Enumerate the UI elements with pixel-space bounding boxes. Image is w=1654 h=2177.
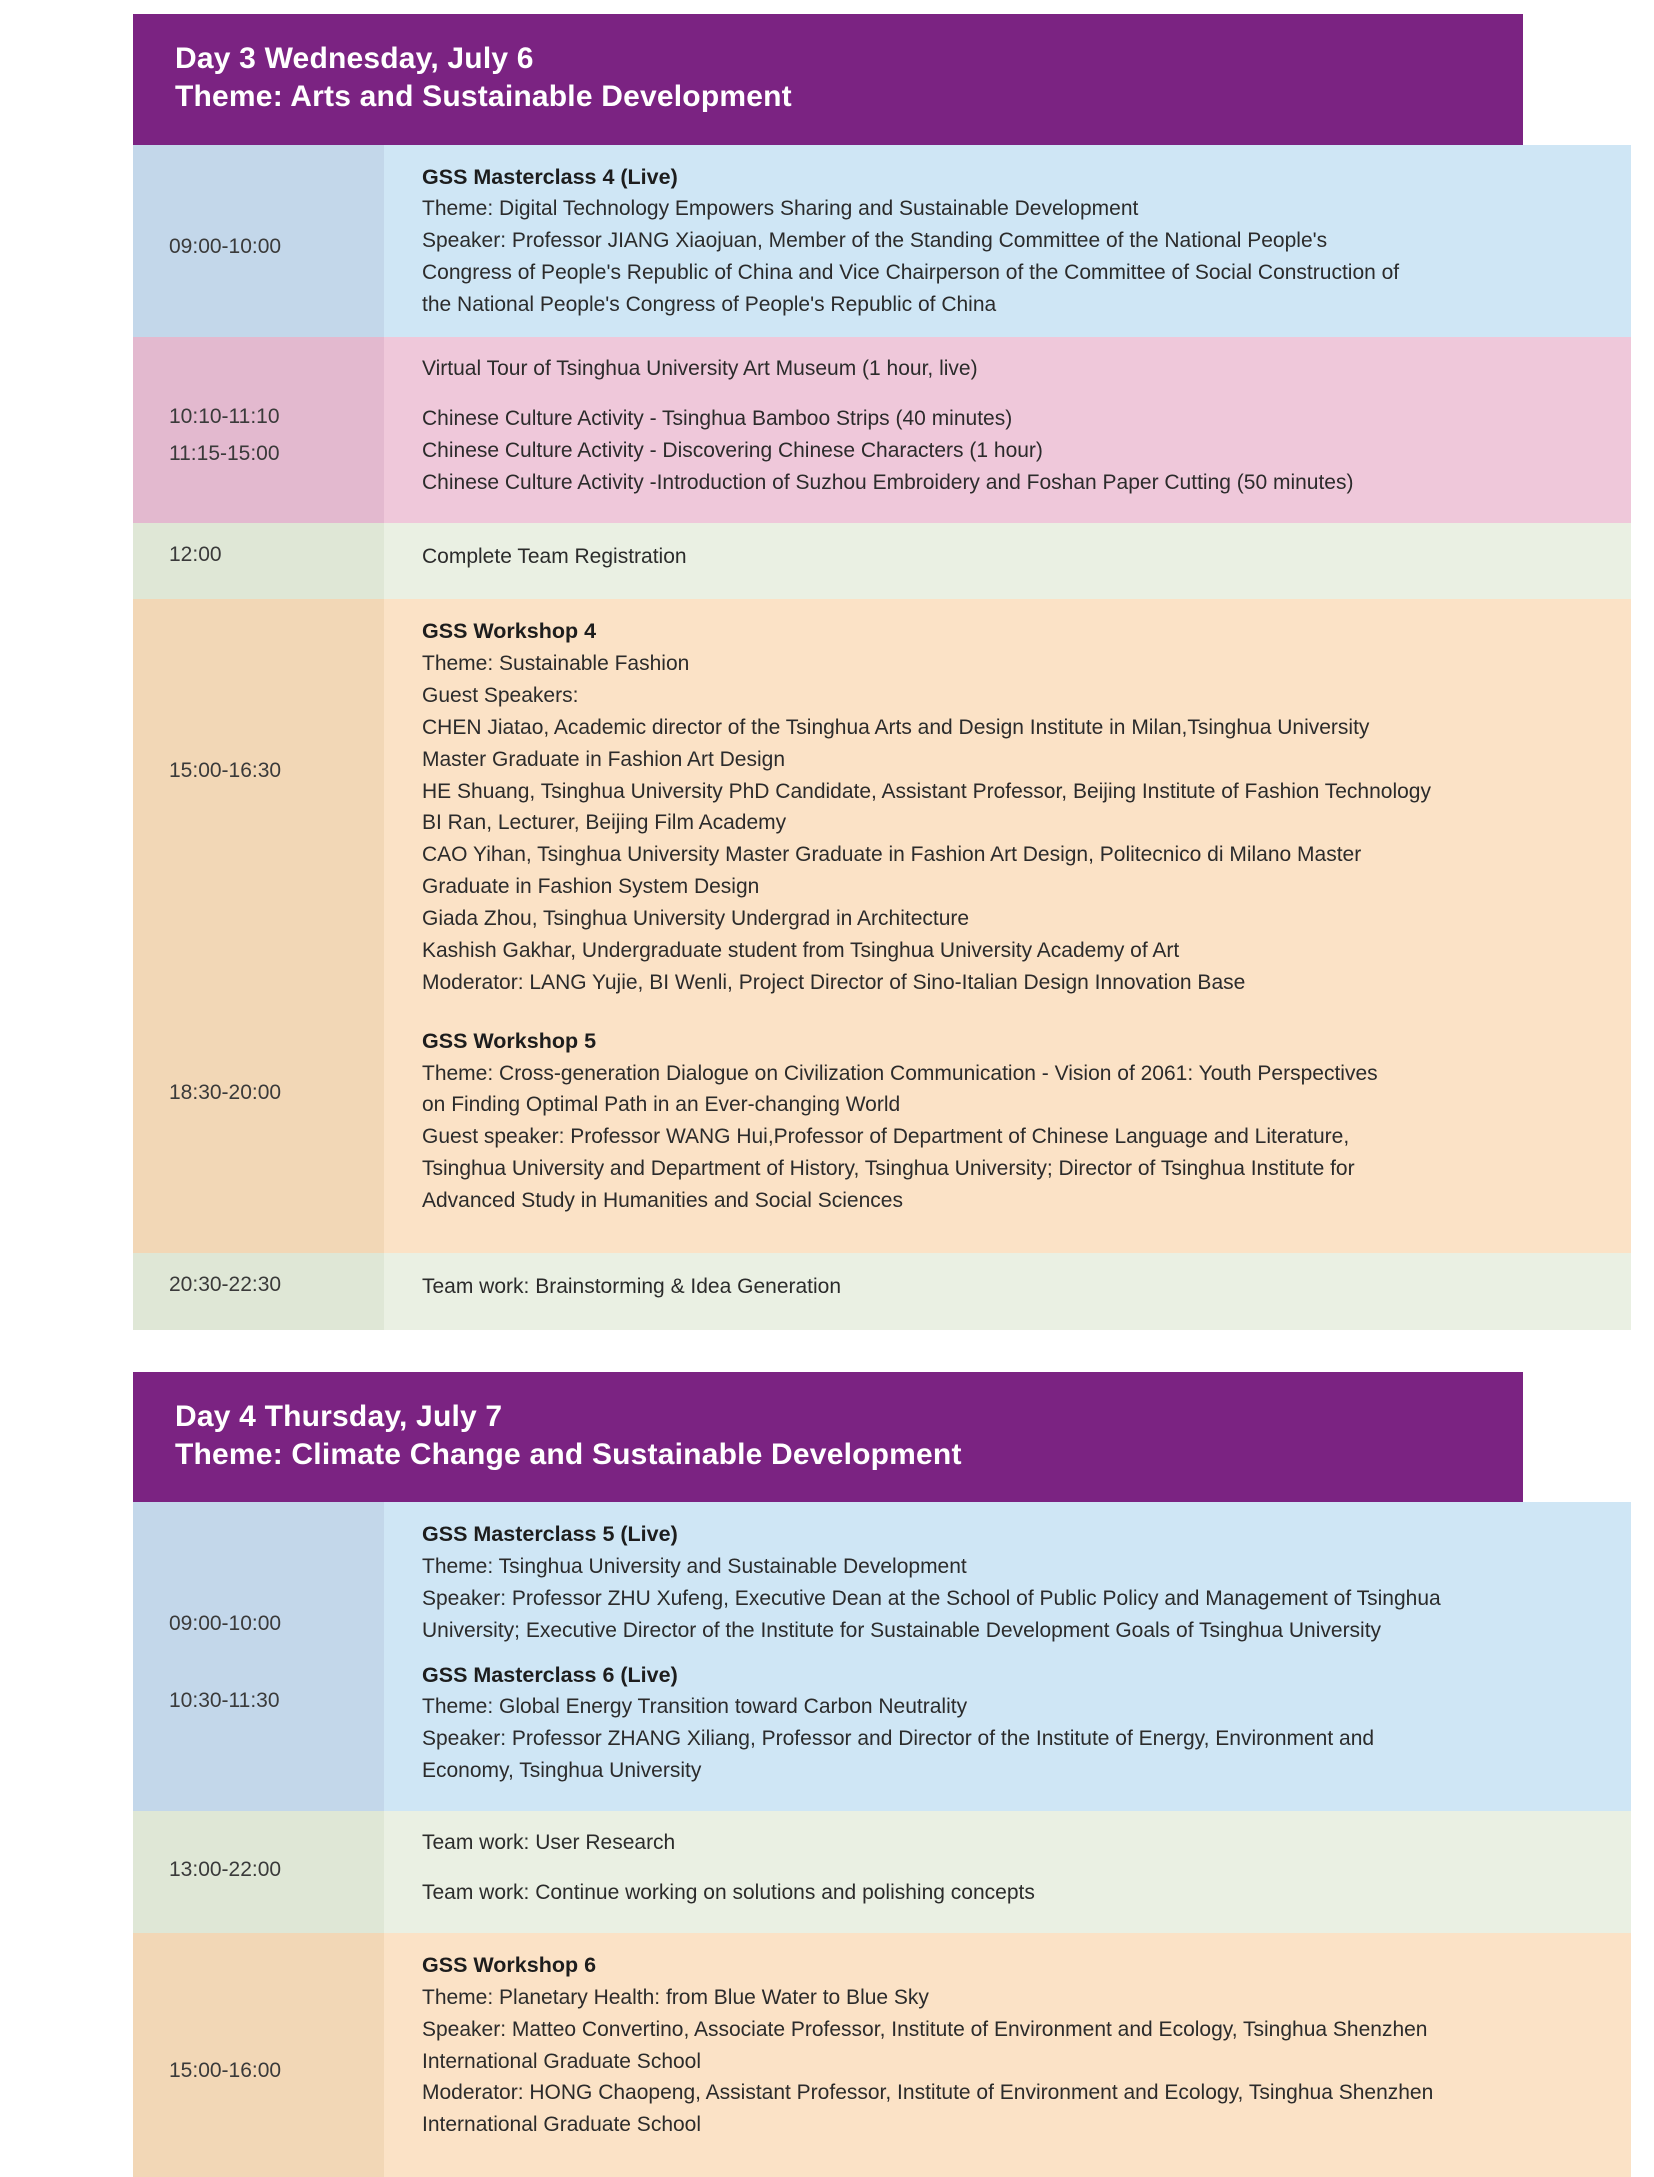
row-body-cell — [384, 599, 1631, 1253]
block-line: Theme: Sustainable Fashion — [422, 651, 690, 675]
block-line: Speaker: Matteo Convertino, Associate Professor, Institute of Environment and Ecology, Tsinghua Shenzhen — [422, 2017, 1428, 2041]
block-line: BI Ran, Lecturer, Beijing Film Academy — [422, 811, 787, 835]
day-3-rows — [133, 145, 1631, 1330]
block-line: Theme: Tsinghua University and Sustainable Development — [422, 1555, 967, 1579]
block-line: Theme: Cross-generation Dialogue on Civilization Communication - Vision of 2061: Youth Perspectives — [422, 1061, 1378, 1085]
row-body-cell — [384, 337, 1631, 523]
schedule-row — [133, 1253, 1631, 1330]
schedule-row — [133, 337, 1631, 523]
day-title-line1: Day 3 Wednesday, July 6 — [175, 42, 534, 75]
block-line: CHEN Jiatao, Academic director of the Tsinghua Arts and Design Institute in Milan,Tsinghua University — [422, 715, 1370, 739]
time-label: 15:00-16:30 — [169, 759, 282, 783]
block-line: Speaker: Professor ZHU Xufeng, Executive Dean at the School of Public Policy and Management of Tsinghua — [422, 1587, 1441, 1610]
block-title: GSS Masterclass 5 (Live) — [422, 1522, 678, 1547]
block-line: Tsinghua University and Department of History, Tsinghua University; Director of Tsinghua Institute for — [422, 1157, 1355, 1181]
time-label: 11:15-15:00 — [169, 441, 280, 465]
time-label: 09:00-10:00 — [169, 1612, 282, 1636]
row-body-cell — [384, 145, 1631, 337]
time-label: 18:30-20:00 — [169, 1080, 282, 1104]
block-line: Moderator: HONG Chaopeng, Assistant Professor, Institute of Environment and Ecology, Tsinghua Shenzhen — [422, 2081, 1434, 2105]
schedule-row — [133, 1811, 1631, 1933]
row-body-cell — [384, 1502, 1631, 1811]
time-label: 10:10-11:10 — [169, 405, 280, 429]
time-label: 15:00-16:00 — [169, 2058, 282, 2082]
day-header-3 — [133, 14, 1523, 145]
block-line: the National People's Congress of People's Republic of China — [422, 293, 997, 317]
block-line: International Graduate School — [422, 2113, 702, 2137]
block-line: Team work: Continue working on solutions and polishing concepts — [422, 1881, 1035, 1905]
block-title: GSS Masterclass 4 (Live) — [422, 164, 678, 189]
block-line: Giada Zhou, Tsinghua University Undergrad in Architecture — [422, 907, 970, 931]
block-line: Moderator: LANG Yujie, BI Wenli, Project Director of Sino-Italian Design Innovation Base — [422, 970, 1246, 994]
schedule-row — [133, 1502, 1631, 1811]
block-line: Speaker: Professor JIANG Xiaojuan, Member of the Standing Committee of the National People's — [422, 229, 1328, 253]
time-label: 09:00-10:00 — [169, 234, 282, 258]
block-title: GSS Workshop 4 — [422, 619, 597, 644]
day-block-3 — [0, 14, 1654, 1330]
block-line: Chinese Culture Activity -Introduction of Suzhou Embroidery and Foshan Paper Cutting (50 minutes) — [422, 470, 1354, 494]
block-line: Chinese Culture Activity - Discovering Chinese Characters (1 hour) — [422, 438, 1043, 462]
block-line: Team work: User Research — [422, 1831, 676, 1855]
block-line: Theme: Planetary Health: from Blue Water to Blue Sky — [422, 1985, 929, 2009]
block-line: Kashish Gakhar, Undergraduate student from Tsinghua University Academy of Art — [422, 939, 1180, 963]
schedule-row — [133, 145, 1631, 337]
time-label: 12:00 — [169, 542, 222, 566]
block-line: Chinese Culture Activity - Tsinghua Bamboo Strips (40 minutes) — [422, 406, 1013, 430]
row-time-cell — [133, 337, 384, 523]
row-time-cell — [133, 1811, 384, 1933]
day-gap — [0, 1330, 1654, 1372]
block-line: Team work: Brainstorming & Idea Generation — [422, 1275, 842, 1299]
day-title-line2: Theme: Arts and Sustainable Development — [175, 80, 792, 114]
block-title: GSS Workshop 6 — [422, 1953, 597, 1978]
block-line: International Graduate School — [422, 2049, 702, 2073]
block-line: Master Graduate in Fashion Art Design — [422, 747, 786, 771]
block-line: HE Shuang, Tsinghua University PhD Candidate, Assistant Professor, Beijing Institute of Fashion Technology — [422, 779, 1431, 803]
day-title-line2: Theme: Climate Change and Sustainable Development — [175, 1438, 962, 1472]
time-label: 10:30-11:30 — [169, 1688, 280, 1712]
schedule-row — [133, 523, 1631, 600]
block-line: Economy, Tsinghua University — [422, 1759, 702, 1783]
schedule-row — [133, 1933, 1631, 2177]
block-line: Graduate in Fashion System Design — [422, 875, 760, 899]
row-time-cell — [133, 1502, 384, 1811]
day-title-line1: Day 4 Thursday, July 7 — [175, 1399, 503, 1433]
block-line: Virtual Tour of Tsinghua University Art Museum (1 hour, live) — [422, 357, 978, 381]
block-line: Guest speaker: Professor WANG Hui,Professor of Department of Chinese Language and Literature, — [422, 1125, 1350, 1149]
time-label: 13:00-22:00 — [169, 1857, 282, 1881]
row-time-cell — [133, 145, 384, 337]
row-body-cell — [384, 523, 1631, 600]
block-line: Complete Team Registration — [422, 545, 687, 569]
block-line: on Finding Optimal Path in an Ever-changing World — [422, 1093, 901, 1117]
row-body-cell — [384, 1811, 1631, 1933]
day-4-rows — [133, 1502, 1631, 2177]
schedule-row — [133, 599, 1631, 1253]
block-line: Theme: Digital Technology Empowers Sharing and Sustainable Development — [422, 197, 1139, 221]
block-line: Guest Speakers: — [422, 683, 579, 707]
row-body-cell — [384, 1253, 1631, 1330]
row-time-cell — [133, 523, 384, 600]
block-title: GSS Workshop 5 — [422, 1028, 597, 1053]
block-line: Speaker: Professor ZHANG Xiliang, Professor and Director of the Institute of Energy, Environment and — [422, 1727, 1375, 1751]
block-line: University; Executive Director of the Institute for Sustainable Development Goals of Tsinghua University — [422, 1618, 1382, 1642]
time-label: 20:30-22:30 — [169, 1273, 282, 1297]
block-title: GSS Masterclass 6 (Live) — [422, 1662, 678, 1687]
block-spacer — [422, 999, 1597, 1025]
row-time-cell — [133, 1933, 384, 2177]
block-line: Congress of People's Republic of China and Vice Chairperson of the Committee of Social Construction of — [422, 261, 1400, 285]
day-header-4 — [133, 1372, 1523, 1503]
row-body-cell — [384, 1933, 1631, 2177]
block-line: Advanced Study in Humanities and Social Sciences — [422, 1189, 903, 1213]
block-line: CAO Yihan, Tsinghua University Master Graduate in Fashion Art Design, Politecnico di Milano Master — [422, 843, 1362, 867]
block-spacer — [422, 1647, 1597, 1659]
row-time-cell — [133, 1253, 384, 1330]
row-time-cell — [133, 599, 384, 1253]
block-line: Theme: Global Energy Transition toward Carbon Neutrality — [422, 1695, 968, 1719]
day-block-4 — [0, 1372, 1654, 2177]
